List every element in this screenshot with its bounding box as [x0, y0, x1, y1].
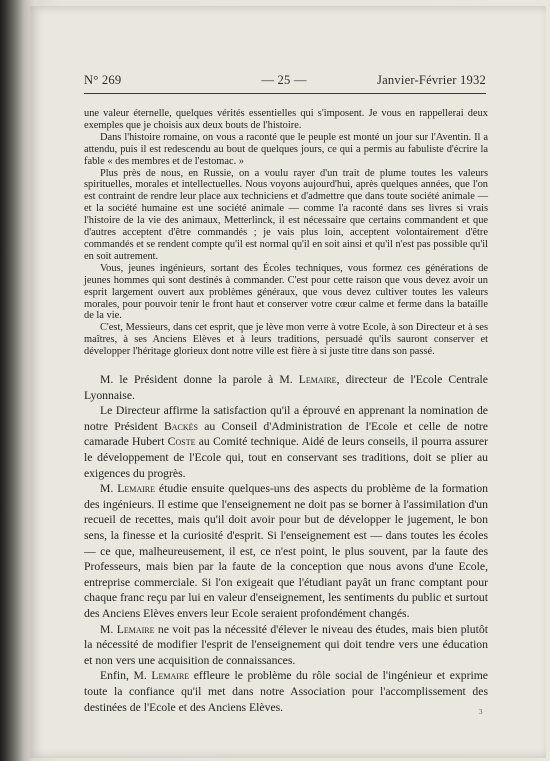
person-name: Lemaire [117, 482, 156, 496]
person-name: Lemaire [151, 669, 190, 683]
text-run: au Conseil d'Administration de l'Ecole et celle de notre camarade Hubert [84, 419, 488, 449]
text-run: au Comité technique. Aidé de leurs conseils, il pourra assurer le développement de l'Ecole qui, tout en conservant ses traditions, doit se plier au exigences du progrès. [84, 435, 488, 480]
text-run: ne voit pas la nécessité d'élever le niveau des études, mais bien plutôt la nécessité de modifier l'esprit de l'enseignement qui doit tendre vers une éducation et non vers une acquisition de connaissances. [84, 622, 488, 667]
text-run: Enfin, M. [100, 669, 152, 683]
quote-paragraph: C'est, Messieurs, dans cet esprit, que je lève mon verre à votre Ecole, à son Directeur et à ses maîtres, à ses Anciens Elèves et à leurs traditions, persuadé qu'ils sauront conserver et développer l'héritage glorieux dont notre ville est fière à si juste titre dans son passé. [84, 322, 488, 358]
text-run: , directeur de l'Ecole Centrale Lyonnaise. [84, 373, 488, 402]
text-run: M. [100, 622, 117, 636]
page-number: — 25 — [261, 73, 307, 87]
quote-paragraph: une valeur éternelle, quelques vérités essentielles qui s'imposent. Je vous en rappellerai deux exemples que je choisis aux deux bouts de l'histoire. [84, 108, 488, 131]
quote-paragraph: Dans l'histoire romaine, on vous a raconté que le peuple est monté un jour sur l'Aventin. Il a attendu, puis il est redescendu au bout de quelques jours, ce qui a permis au fabuliste d'écrire la fable « des membres et de l'estomac. » [84, 131, 488, 167]
narrative-paragraph [84, 668, 488, 715]
page-header [84, 73, 486, 93]
quote-paragraph: Plus près de nous, en Russie, on a voulu rayer d'un trait de plume toutes les valeurs spirituelles, morales et intellectuelles. Nous voyons aujourd'hui, après quelques années, que l'on est contraint de rendre leur place aux techniciens et d'admettre que dans toute société animale — et la société humaine est une société animale — comme l'a raconté dans ses livres si vrais l'histoire de la vie des animaux, Metterlinck, il est nécessaire que certains commandent et que d'autres acceptent d'être commandés ; je vais plus loin, acceptent volontairement d'être commandés et se rendent compte qu'il est normal qu'il en soit ainsi et qu'il n'est pas possible qu'il en soit autrement. [84, 167, 488, 262]
person-name: Lemaire [298, 373, 337, 387]
narrative-paragraph [84, 622, 488, 669]
issue-number: N° 269 [84, 73, 122, 87]
narrative [84, 372, 488, 715]
person-name: Lemaire [116, 622, 155, 636]
article-body [84, 108, 488, 715]
text-run: étudie ensuite quelques-uns des aspects du problème de la formation des ingénieurs. Il estime que l'enseignement ne doit pas se borner à l'assimilation d'un recueil de recettes, mais qu'il doit avoir pour but de développer le jugement, le bon sens, la finesse et la curiosité d'esprit. Si l'enseignement est — dans toutes les écoles — ce que, malheureusement, il est, ce n'est point, le plus souvent, par la faute des Professeurs, mais bien par la faute de la conception que nous avons d'une Ecole, entreprise commerciale. Si l'on exigeait que l'étudiant payât un franc comptant pour chaque franc reçu par lui en valeur d'enseignement, les sentiments du public et surtout des Anciens Elèves envers leur Ecole seraient profondément changés. [84, 482, 488, 620]
narrative-paragraph [84, 481, 488, 621]
speech-quote [84, 108, 488, 358]
person-name: Backès [163, 419, 198, 433]
narrative-paragraph [84, 403, 488, 481]
quote-paragraph: Vous, jeunes ingénieurs, sortant des Écoles techniques, vous formez ces générations de jeunes hommes qui sont destinés à commander. C'est pour cette raison que vous devez avoir un esprit largement ouvert aux problèmes généraux, que vous devez cultiver toutes les valeurs morales, pour pouvoir tenir le front haut et conserver votre cœur calme et ferme dans la bataille de la vie. [84, 262, 488, 322]
text-run: effleure le problème du rôle social de l'ingénieur et exprime toute la confiance qu'il met dans notre Association pour l'accomplissement des destinées de l'Ecole et des Anciens Elèves. [84, 669, 488, 714]
text-run: M. le Président donne la parole à M. [100, 373, 299, 387]
signature-mark: 3 [479, 708, 483, 716]
text-run: Le Directeur affirme la satisfaction qu'il a éprouvé en apprenant la nomination de notre Président [84, 404, 488, 433]
issue-date: Janvier-Février 1932 [376, 73, 486, 87]
narrative-paragraph [84, 372, 488, 403]
text-run: M. [100, 482, 118, 496]
header-rule [84, 93, 486, 94]
person-name: Coste [167, 435, 196, 449]
